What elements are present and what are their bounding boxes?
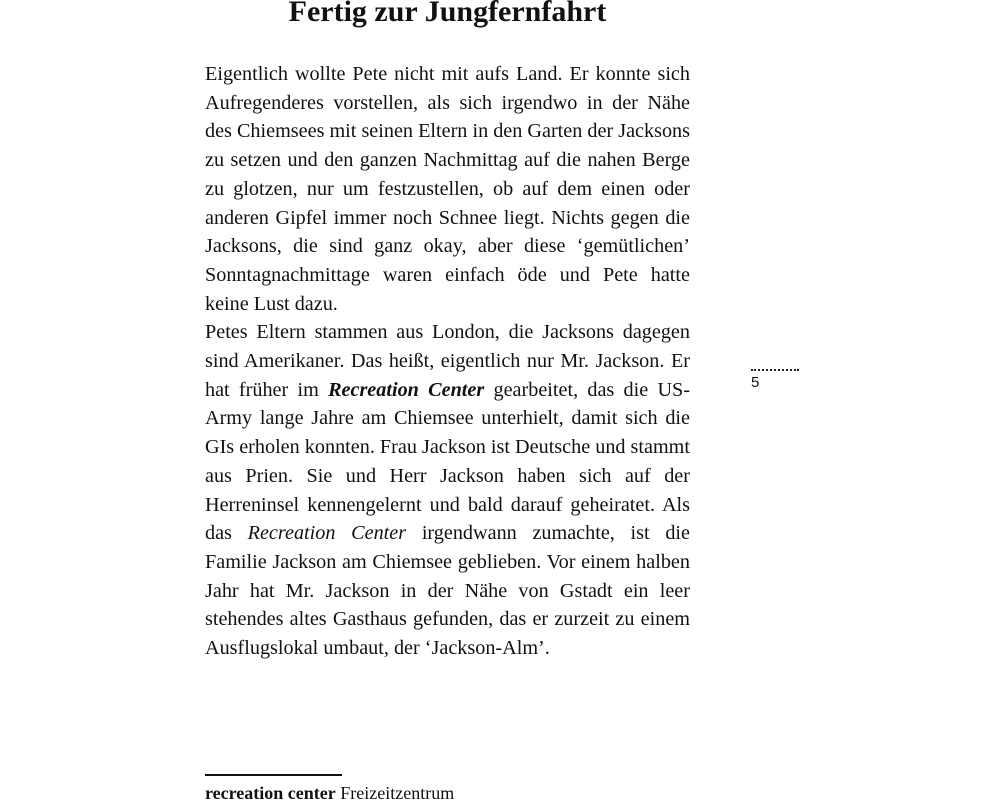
paragraph-2-text-c: irgendwann zumachte, ist die Familie Jackson am Chiemsee geblieben. Vor einem halben Jahr hat Mr. Jackson in der Nähe von Gstadt ein leer stehendes altes Gasthaus gefunden, das er zurzeit zu einem Ausflugslokal umbaut, der ‘Jackson-Alm’. [205,522,690,660]
paragraph-1: Eigentlich wollte Pete nicht mit aufs Land. Er konnte sich Aufregenderes vorstellen, als sich irgendwo in der Nähe des Chiemsees mit seinen Eltern in den Garten der Jacksons zu setzen und den ganzen Nachmittag auf die nahen Berge zu glotzen, nur um festzustellen, ob auf dem einen oder anderen Gipfel immer noch Schnee liegt. Nichts gegen die Jacksons, die sind ganz okay, aber diese ‘gemütlichen’ Sonntagnachmittage waren einfach öde und Pete hatte keine Lust dazu. [205,63,690,315]
page-number: 5 [751,374,760,391]
paragraph-2 [205,318,690,662]
footnote-term: recreation center [205,783,336,803]
footnote-translation: Freizeitzentrum [340,783,455,803]
paragraph-2-text-b: gearbeitet, das die US-Army lange Jahre am Chiemsee unterhielt, damit sich die GIs erholen konnten. Frau Jackson ist Deutsche und stammt aus Prien. Sie und Herr Jackson haben sich auf der Herreninsel kennengelernt und bald darauf geheiratet. Als das [205,378,690,545]
glossary-term-italic: Recreation Center [247,522,407,545]
footnote [205,782,805,804]
page-title: Fertig zur Jungfernfahrt [288,0,607,28]
footnote-divider [205,774,342,776]
glossary-term-bold: Recreation Center [328,378,485,401]
paragraph-2-text-a: Petes Eltern stammen aus London, die Jacksons dagegen sind Amerikaner. Das heißt, eigentlich nur Mr. Jackson. Er hat früher im [205,321,690,401]
main-text [205,60,690,663]
page-number-dotted-rule [751,369,799,371]
page-number-marker [751,369,799,392]
